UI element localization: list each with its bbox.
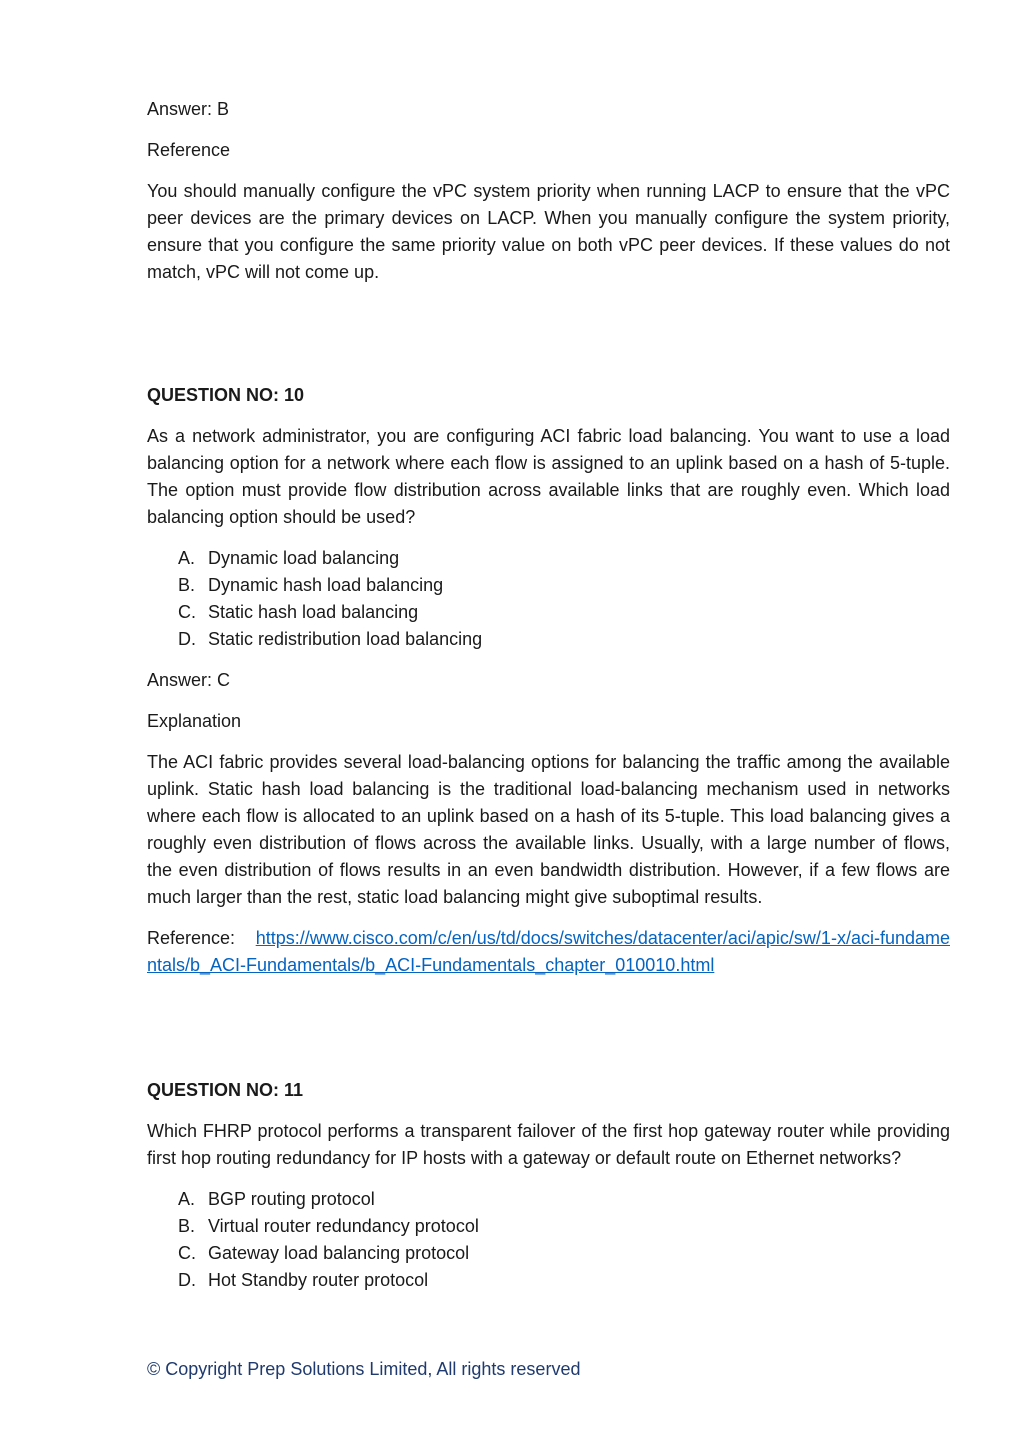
page-content [147, 96, 950, 1308]
option-text: BGP routing protocol [208, 1189, 375, 1209]
question-heading: QUESTION NO: 11 [147, 1080, 304, 1100]
option-text: Dynamic hash load balancing [208, 575, 444, 595]
answer-line: Answer: B [147, 99, 230, 119]
explanation-text: The ACI fabric provides several load-balancing options for balancing the traffic among the available uplink. Static hash load balancing is the traditional load-balancing mechanism used in networks where each flow is allocated to an uplink based on a hash of its 5-tuple. This load balancing gives a roughly even distribution of flows across the available links. Usually, with a large number of flows, the even distribution of flows results in an even bandwidth distribution. However, if a few flows are much larger than the rest, static load balancing might give suboptimal results. [147, 752, 950, 907]
option-item [147, 1213, 950, 1240]
option-item [147, 1267, 950, 1294]
reference-text: You should manually configure the vPC system priority when running LACP to ensure that the vPC peer devices are the primary devices on LACP. When you manually configure the system priority, ensure that you configure the same priority value on both vPC peer devices. If these values do not match, vPC will not come up. [147, 181, 950, 282]
answer-options [147, 1186, 950, 1294]
option-text: Dynamic load balancing [208, 548, 400, 568]
reference-label: Reference [147, 140, 231, 160]
option-item [147, 545, 950, 572]
option-letter: C. [178, 1243, 196, 1263]
reference-line [147, 925, 950, 979]
answer-options [147, 545, 950, 653]
option-item [147, 1186, 950, 1213]
option-letter: A. [178, 548, 196, 568]
copyright-footer: © Copyright Prep Solutions Limited, All rights reserved [147, 1359, 581, 1379]
option-item [147, 572, 950, 599]
answer-line: Answer: C [147, 670, 231, 690]
option-letter: C. [178, 602, 196, 622]
option-letter: B. [178, 1216, 196, 1236]
reference-link[interactable]: https://www.cisco.com/c/en/us/td/docs/switches/datacenter/aci/apic/sw/1-x/aci-fundamentals/b_ACI-Fundamentals/b_ACI-Fundamentals_chapter_010010.html [147, 928, 950, 975]
spacer [147, 993, 950, 1077]
option-item [147, 1240, 950, 1267]
option-text: Hot Standby router protocol [208, 1270, 429, 1290]
question-heading: QUESTION NO: 10 [147, 385, 305, 405]
option-text: Virtual router redundancy protocol [208, 1216, 479, 1236]
spacer [147, 300, 950, 382]
option-letter: D. [178, 1270, 196, 1290]
option-letter: D. [178, 629, 196, 649]
option-item [147, 626, 950, 653]
option-text: Static redistribution load balancing [208, 629, 483, 649]
option-text: Gateway load balancing protocol [208, 1243, 470, 1263]
option-text: Static hash load balancing [208, 602, 419, 622]
option-item [147, 599, 950, 626]
reference-label: Reference: [147, 928, 236, 948]
explanation-label: Explanation [147, 711, 242, 731]
option-letter: A. [178, 1189, 196, 1209]
question-text: As a network administrator, you are configuring ACI fabric load balancing. You want to use a load balancing option for a network where each flow is assigned to an uplink based on a hash of 5-tuple. The option must provide flow distribution across available links that are roughly even. Which load balancing option should be used? [147, 426, 950, 527]
option-letter: B. [178, 575, 196, 595]
question-text: Which FHRP protocol performs a transparent failover of the first hop gateway router while providing first hop routing redundancy for IP hosts with a gateway or default route on Ethernet networks? [147, 1121, 950, 1168]
